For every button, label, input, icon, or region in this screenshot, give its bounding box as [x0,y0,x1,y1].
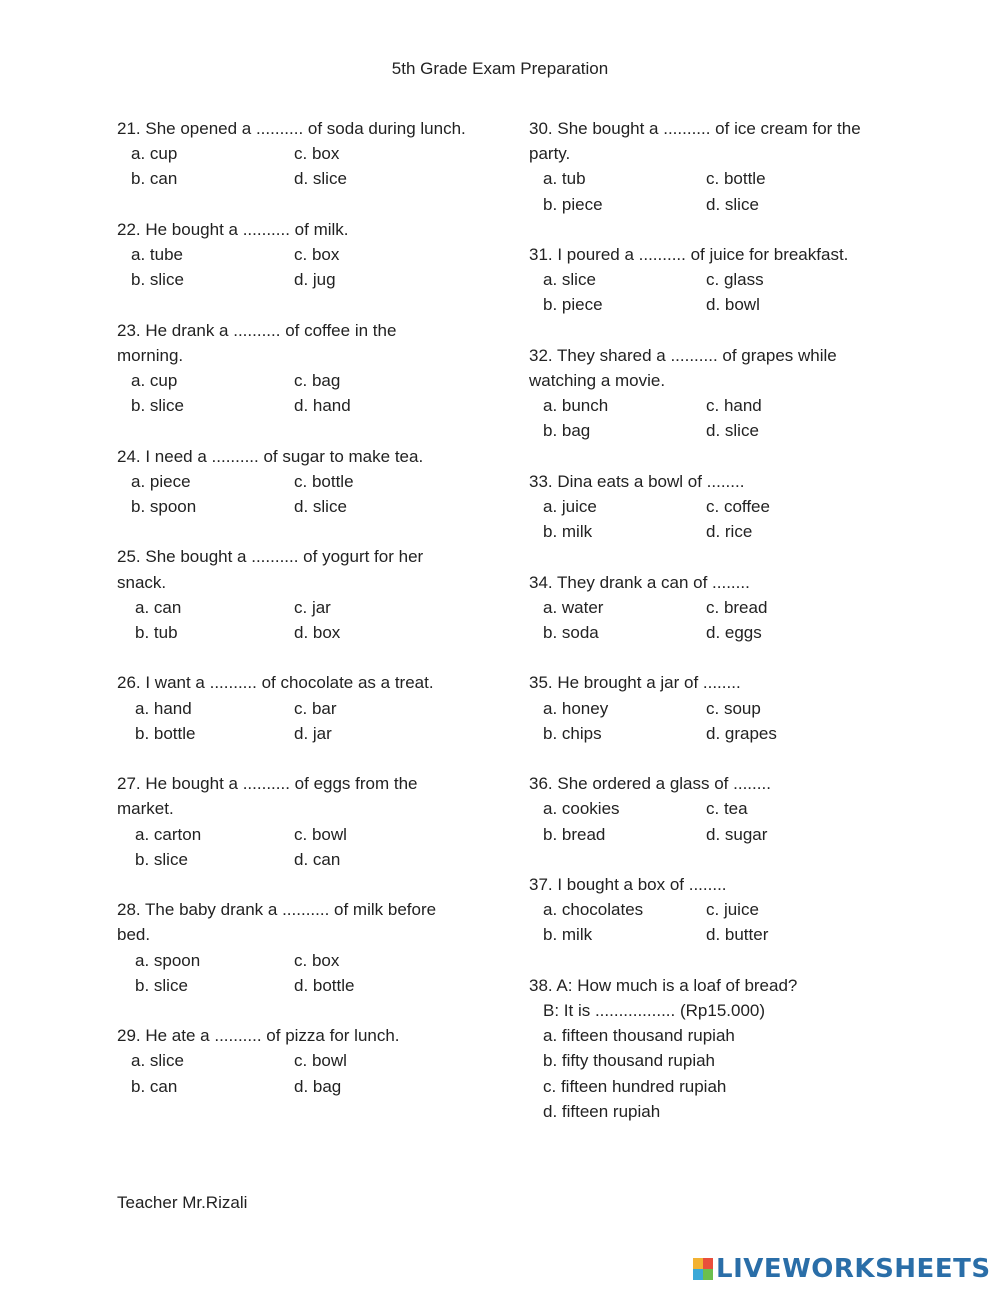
question-item [117,670,467,746]
option-a[interactable]: a. tube [131,245,183,264]
liveworksheets-logo [693,1254,991,1284]
option-d[interactable]: d. can [294,849,341,869]
option-c[interactable]: c. glass [706,270,764,290]
left-column [117,116,467,1124]
logo-text: LIVEWORKSHEETS [716,1254,991,1284]
option-b[interactable]: b. slice [131,270,184,290]
question-stem: 25. She bought a .......... of yogurt for her snack. [117,547,424,592]
option-d[interactable]: d. grapes [706,723,777,743]
option-a[interactable]: a. hand [135,698,192,718]
answer-options [529,393,879,443]
question-item [117,1023,467,1099]
answer-options [117,696,467,746]
option-a[interactable]: a. carton [135,824,202,844]
option-d[interactable]: d. bag [294,1076,342,1096]
answer-options [529,796,879,846]
option-d[interactable]: d. slice [706,194,759,214]
option-c[interactable]: c. box [294,245,340,264]
option-c[interactable]: c. hand [706,396,762,416]
option-c[interactable]: c. jar [294,597,331,617]
question-stem: 33. Dina eats a bowl of ........ [529,471,745,491]
question-item [117,318,467,419]
option-a[interactable]: a. honey [543,698,609,718]
option-c[interactable]: c. bag [294,371,341,390]
answer-options [117,822,467,872]
option-c[interactable]: c. bowl [294,1051,347,1071]
answer-options [117,368,467,418]
option-d[interactable]: d. jug [294,270,336,290]
option-b[interactable]: b. piece [543,194,603,214]
question-stem: 32. They shared a .......... of grapes while watching a movie. [529,345,837,390]
option-a[interactable]: a. slice [131,1051,184,1071]
option-d[interactable]: d. slice [706,421,759,441]
option-c[interactable]: c. tea [706,799,748,819]
answer-options [117,141,467,191]
option-c[interactable]: c. soup [706,698,761,718]
option-a[interactable]: a. tub [543,169,586,189]
option-b[interactable]: b. slice [131,396,184,416]
answer-options [529,595,879,645]
answer-options [529,166,879,216]
option-a[interactable]: a. bunch [543,396,609,416]
answer-options [117,469,467,519]
answer-options [117,948,467,998]
option-b[interactable]: b. soda [543,623,599,642]
option-c[interactable]: c. bowl [294,824,347,844]
question-stem: 26. I want a .......... of chocolate as a treat. [117,673,434,693]
option-a[interactable]: a. slice [543,270,596,290]
answer-options [117,242,467,292]
question-stem: 34. They drank a can of ........ [529,572,750,592]
question-stem: 22. He bought a .......... of milk. [117,219,349,239]
option-a[interactable]: a. chocolates [543,900,644,920]
option-d[interactable]: d. jar [294,723,332,743]
question-stem: 38. A: How much is a loaf of bread? [529,975,798,995]
option-b[interactable]: b. can [131,169,178,189]
option-a[interactable]: a. can [135,597,182,617]
question-item [529,670,879,746]
question-item [529,343,879,444]
option-a[interactable]: a. water [543,597,604,617]
question-item [529,116,879,217]
question-stem: 28. The baby drank a .......... of milk before bed. [117,900,437,945]
option-b[interactable]: b. milk [543,522,593,542]
option-d[interactable]: d. box [294,623,341,642]
option-b[interactable]: b. piece [543,295,603,315]
option-b[interactable]: b. tub [135,623,178,642]
option-c[interactable]: c. box [294,144,340,164]
question-stem: 36. She ordered a glass of ........ [529,774,771,794]
question-stem: 21. She opened a .......... of soda during lunch. [117,119,466,138]
question-stem: 27. He bought a .......... of eggs from the market. [117,774,418,819]
question-stem: 35. He brought a jar of ........ [529,673,741,693]
option-a[interactable]: a. spoon [135,950,201,970]
question-item [529,469,879,545]
question-stem: 30. She bought a .......... of ice cream for the party. [529,119,861,164]
question-stem: 29. He ate a .......... of pizza for lunch. [117,1026,400,1046]
question-stem: 31. I poured a .......... of juice for breakfast. [529,245,849,264]
question-stem: 24. I need a .......... of sugar to make tea. [117,446,424,466]
option-b[interactable]: b. slice [135,849,188,869]
option-d[interactable]: d. sugar [706,824,768,844]
question-stem: 23. He drank a .......... of coffee in the morning. [117,320,397,365]
option-c[interactable]: c. fifteen hundred rupiah [543,1076,727,1096]
question-item [117,444,467,520]
option-c[interactable]: c. juice [706,900,759,920]
option-d[interactable]: d. bowl [706,295,760,315]
question-item [117,544,467,645]
option-d[interactable]: d. slice [294,497,347,516]
question-item [529,872,879,948]
option-b[interactable]: b. slice [135,975,188,995]
answer-options [117,595,467,645]
right-column [529,116,879,1124]
option-d[interactable]: d. eggs [706,623,762,642]
option-a[interactable]: a. piece [131,471,191,491]
option-b[interactable]: b. milk [543,925,593,945]
option-c[interactable]: c. coffee [706,497,770,516]
option-a[interactable]: a. cookies [543,799,620,819]
logo-icon [693,1258,713,1280]
answer-options [529,897,879,947]
option-d[interactable]: d. butter [706,925,769,945]
answer-options [117,1048,467,1098]
question-item [529,242,879,318]
option-c[interactable]: c. bread [706,597,768,617]
question-item [117,217,467,293]
option-b[interactable]: b. bread [543,824,606,844]
option-b[interactable]: b. bottle [135,723,196,743]
option-d[interactable]: d. rice [706,522,753,542]
answer-options [529,267,879,317]
answer-options [529,696,879,746]
option-d[interactable]: d. bottle [294,975,355,995]
question-item [529,973,879,1124]
option-b[interactable]: b. chips [543,723,602,743]
option-b[interactable]: b. can [131,1076,178,1096]
question-item [117,771,467,872]
option-c[interactable]: c. box [294,950,340,970]
option-b[interactable]: b. bag [543,421,591,441]
question-item [529,771,879,847]
question-item [117,116,467,192]
option-a[interactable]: a. juice [543,497,597,516]
question-item [117,897,467,998]
question-item [529,570,879,646]
question-stem: 37. I bought a box of ........ [529,874,727,894]
page-title: 5th Grade Exam Preparation [391,59,609,78]
option-a[interactable]: a. cup [131,371,178,390]
option-d[interactable]: d. hand [294,396,351,416]
option-d[interactable]: d. fifteen rupiah [543,1101,661,1121]
answer-options [529,494,879,544]
option-b[interactable]: b. spoon [131,497,197,516]
option-c[interactable]: c. bar [294,698,337,718]
option-b[interactable]: b. fifty thousand rupiah [543,1051,716,1071]
teacher-name: Teacher Mr.Rizali [117,1193,248,1212]
option-a[interactable]: a. fifteen thousand rupiah [543,1026,735,1046]
option-c[interactable]: c. bottle [706,169,766,189]
option-c[interactable]: c. bottle [294,471,354,491]
option-d[interactable]: d. slice [294,169,347,189]
option-a[interactable]: a. cup [131,144,178,164]
dialogue-line: B: It is ................. (Rp15.000) [543,1000,766,1020]
